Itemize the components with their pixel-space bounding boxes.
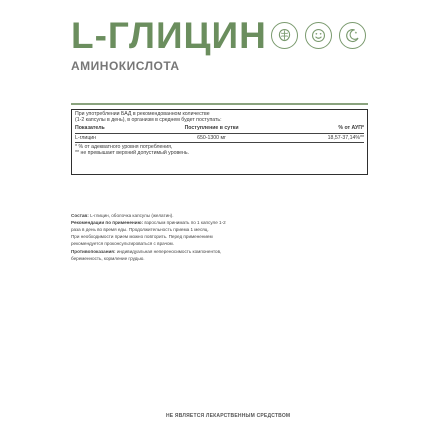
table-row [75,133,364,142]
column-header: % от АУП* [276,124,364,133]
recommend-text: рекомендуется проконсультироваться с врачом. [71,241,174,247]
footnote-2: ** не превышает верхний допустимый уровень. [75,150,190,157]
recommend-text: раза в день во время еды. Продолжительность приема 1 месяц. [71,227,209,233]
intake-table [75,124,364,142]
intro-line-1: При употреблении БАД в рекомендованном количестве [75,111,210,117]
recommend-text: взрослым принимать по 1 капсуле 1-2 [144,220,226,226]
column-header: Поступление в сутки [147,124,277,133]
moon-icon [339,22,366,49]
table-cell: 650-1300 мг [147,133,277,142]
table-cell: L-глицин [75,133,147,142]
intro-line-2: (1-2 капсулы в день), в организм в среднем будет поступать: [75,117,222,124]
disclaimer: НЕ ЯВЛЯЕТСЯ ЛЕКАРСТВЕННЫМ СРЕДСТВОМ [166,413,291,419]
product-title: L-ГЛИЦИН [71,15,267,56]
composition-block [71,212,368,262]
brain-icon [271,22,298,49]
contra-label: Противопоказания: [71,248,116,254]
contra-text: индивидуальная непереносимость компонентов, [116,248,222,254]
table-cell: 18,57-37,14%** [276,133,364,142]
recommend-label: Рекомендации по применению: [71,220,144,226]
composition-text: L-глицин, оболочка капсулы (желатин). [90,213,174,218]
recommend-text: При необходимости прием можно повторить. Перед применением [71,234,213,240]
benefit-icons [271,22,366,49]
intake-info-box [71,109,368,175]
contra-text: беременность, кормление грудью. [71,255,145,261]
product-subtitle: АМИНОКИСЛОТА [71,59,180,73]
header-divider [71,103,368,105]
column-header: Показатель [75,124,147,133]
footnote-1: * % от адекватного уровня потребления, [75,143,173,150]
smiley-icon [305,22,332,49]
composition-label: Состав: [71,213,89,218]
